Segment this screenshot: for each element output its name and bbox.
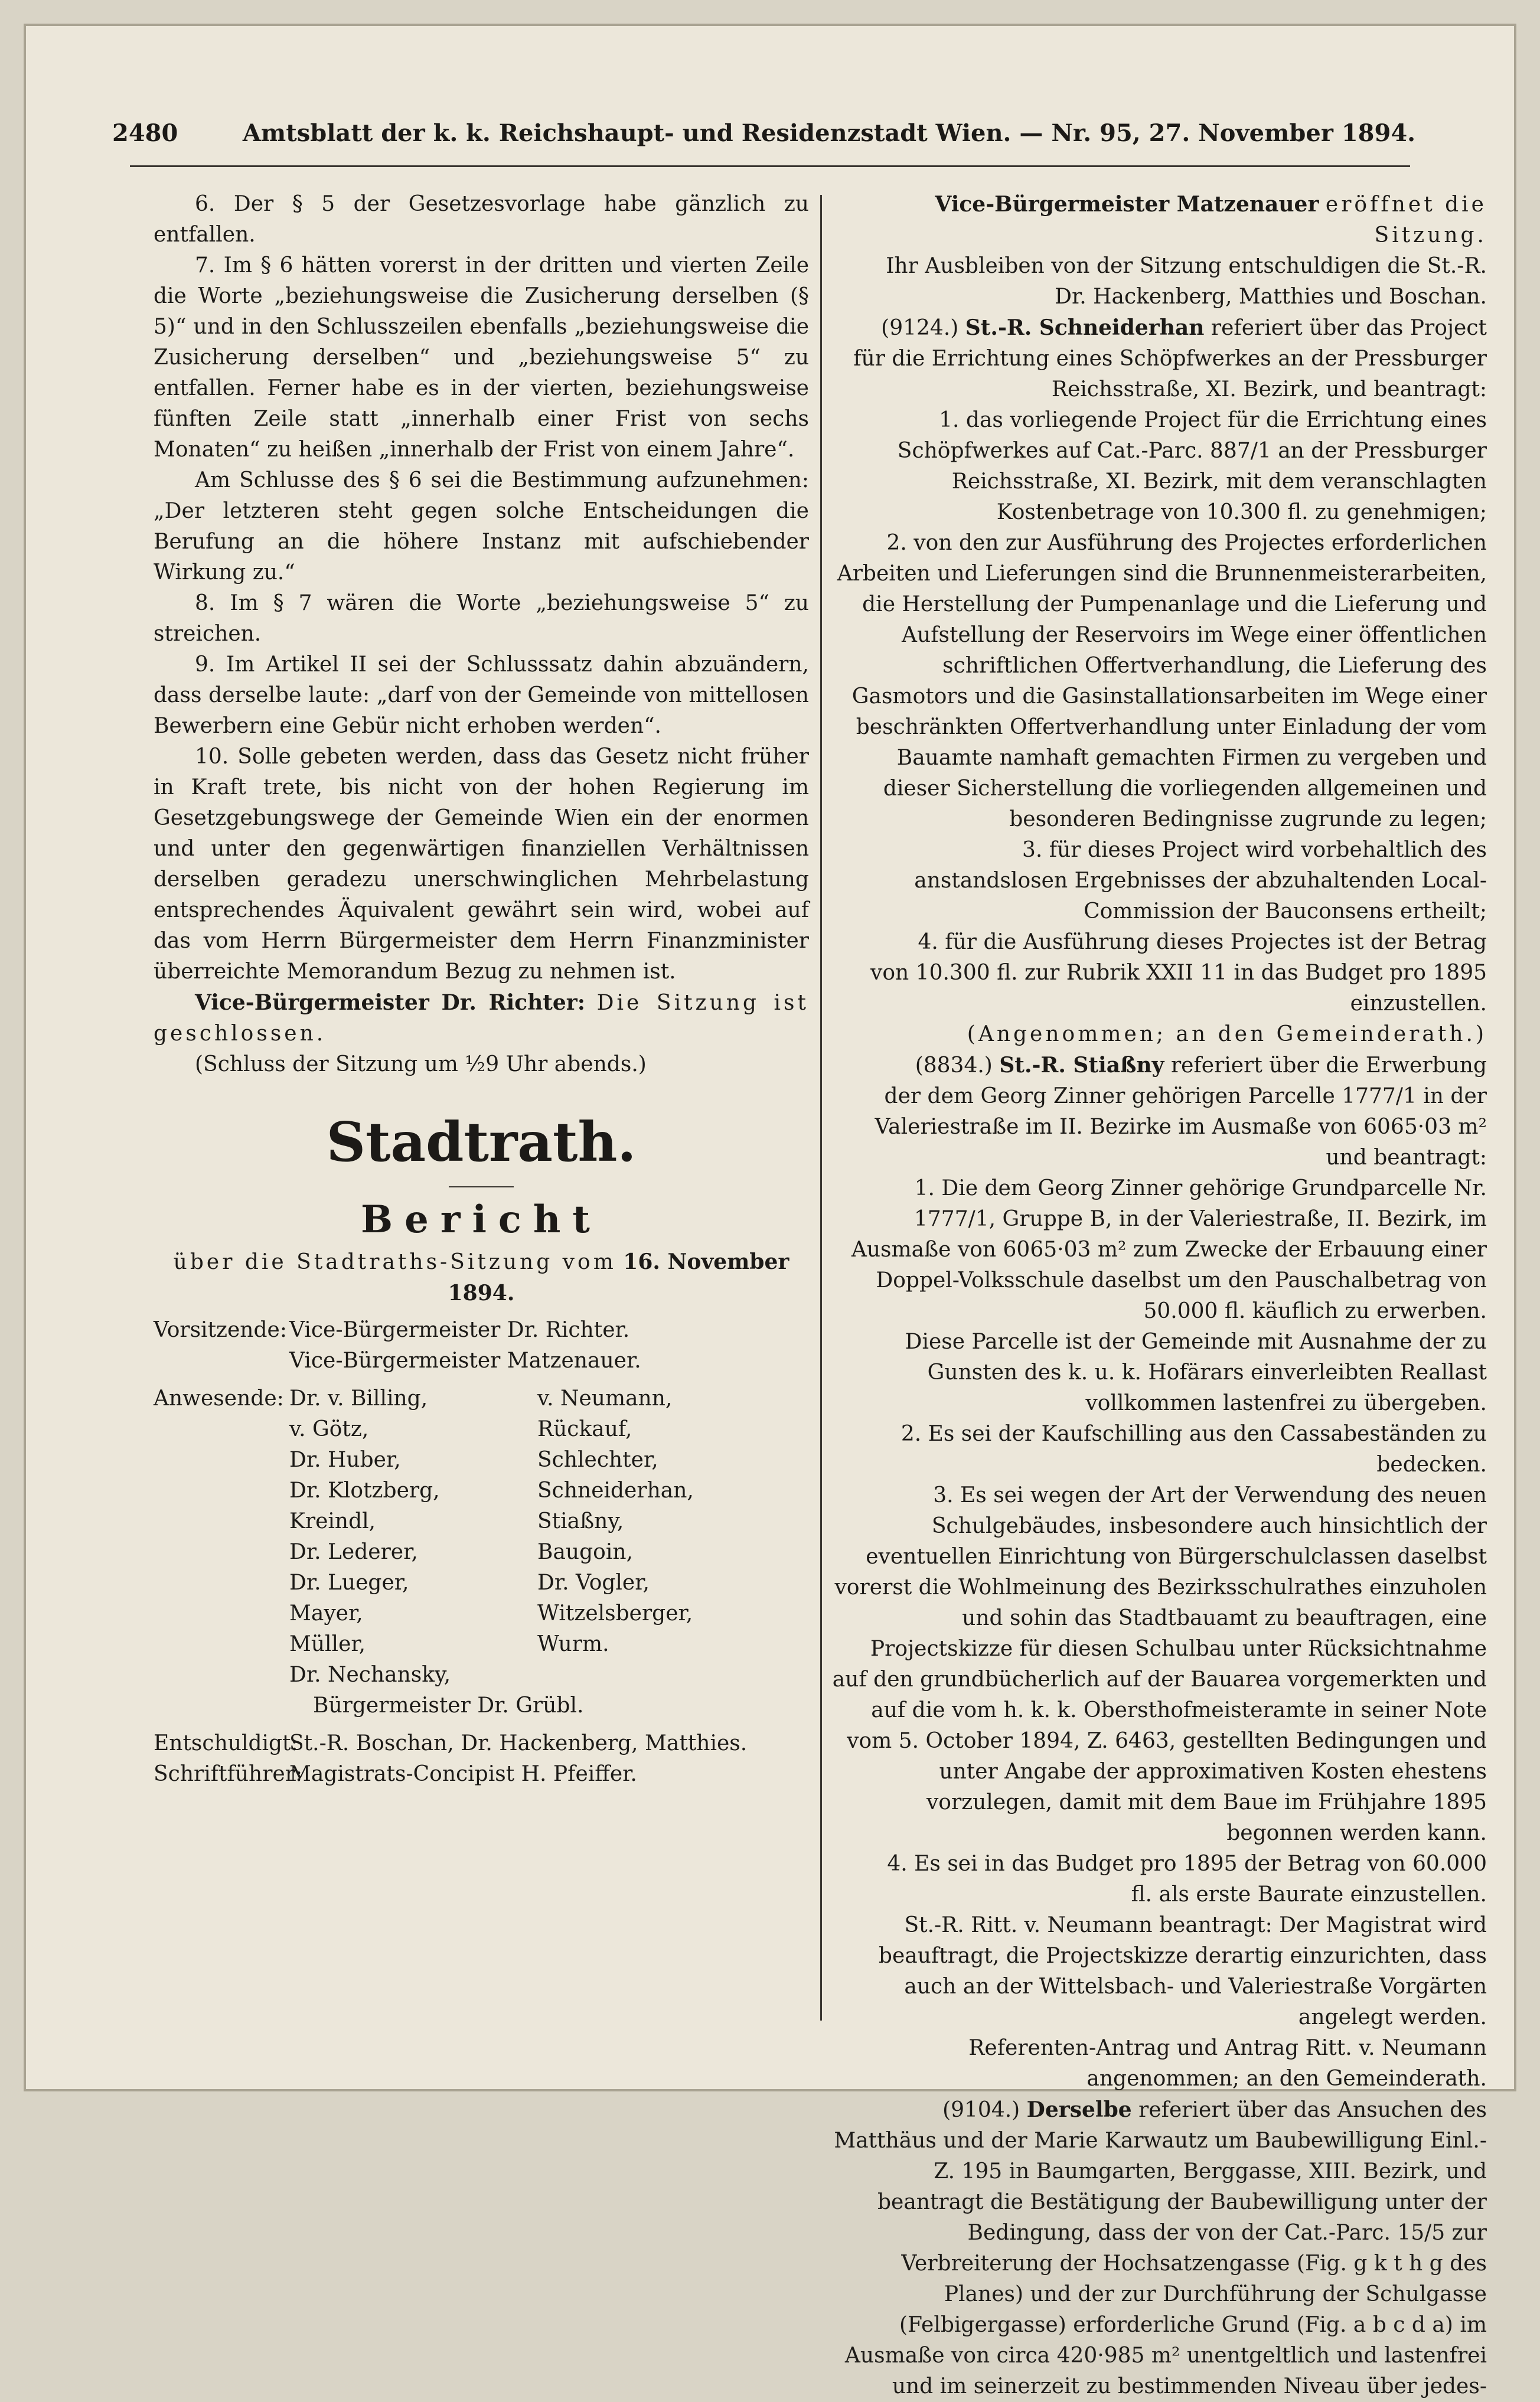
- present-row: [154, 1598, 809, 1629]
- chair-row: [154, 1346, 809, 1376]
- speaker-name: St.-R. Schneiderhan: [965, 315, 1205, 340]
- present-name: Baugoin,: [537, 1540, 633, 1564]
- item-result: Referenten-Antrag und Antrag Ritt. v. Neumann angenommen; an den Gemeinderath.: [968, 2036, 1487, 2091]
- present-row: [154, 1629, 809, 1660]
- excused-row: [154, 1728, 809, 1759]
- chair-name: Vice-Bürgermeister Matzenauer.: [289, 1349, 641, 1373]
- speaker-name: Derselbe: [1026, 2097, 1132, 2122]
- paragraph: 4. Es sei in das Budget pro 1895 der Betrag von 60.000 fl. als erste Baurate einzustellen.: [887, 1852, 1487, 1907]
- present-name: Dr. Lueger,: [289, 1571, 409, 1595]
- header-rule: [130, 165, 1410, 167]
- present-name: Dr. Lederer,: [289, 1540, 418, 1564]
- present-row: [154, 1660, 809, 1690]
- speaker-name: Vice-Bürgermeister Matzenauer: [935, 192, 1319, 217]
- speaker-name: Vice-Bürgermeister Dr. Richter:: [195, 990, 586, 1015]
- present-name: Dr. Vogler,: [537, 1571, 650, 1595]
- present-name: v. Götz,: [289, 1417, 369, 1441]
- present-name: Mayer,: [289, 1601, 363, 1626]
- paragraph: 4. für die Ausführung dieses Projectes ist der Betrag von 10.300 fl. zur Rubrik XXII 11 in das Budget pro 1895 einzustellen.: [870, 930, 1487, 1016]
- mayor-name: Bürgermeister Dr. Grübl.: [313, 1693, 584, 1718]
- secretary-name: Magistrats-Concipist H. Pfeiffer.: [289, 1762, 637, 1786]
- report-date: 16. November 1894.: [448, 1249, 789, 1306]
- speaker-name: St.-R. Stiaßny: [999, 1053, 1164, 1078]
- present-name: Schneiderhan,: [537, 1479, 694, 1503]
- closing-time: (Schluss der Sitzung um ½9 Uhr abends.): [195, 1052, 647, 1076]
- secretary-label: Schriftführer:: [154, 1762, 303, 1786]
- closing-statement: [154, 987, 809, 1049]
- present-name: Dr. Klotzberg,: [289, 1479, 440, 1503]
- paragraph: Am Schlusse des § 6 sei die Bestimmung aufzunehmen: „Der letzteren steht gegen solche Entscheidungen die Berufung an die höhere Instanz mit aufschiebender Wirkung zu.“: [154, 468, 809, 585]
- report-subtitle-prefix: über die Stadtraths-Sitzung vom: [173, 1250, 616, 1274]
- paragraph: 3. Es sei wegen der Art der Verwendung des neuen Schulgebäudes, insbesondere auch hinsichtlich der eventuellen Einrichtung von Bürgerschulclassen daselbst vorerst die Wohlmeinung des Bezirksschulrathes einzuholen und sohin das Stadtbauamt zu beauftragen, eine Projectskizze für diesen Schulbau unter Rücksichtnahme auf den grundbücherlich auf der Bauarea vorgemerkten und auf die vom h. k. k. Obersthofmeisteramte in seiner Note vom 5. October 1894, Z. 6463, gestellten Bedingungen und unter Angabe der approximativen Kosten ehestens vorzulegen, damit mit dem Baue im Frühjahre 1895 begonnen werden kann.: [832, 1483, 1487, 1845]
- opening-statement: [831, 189, 1487, 251]
- paragraph: 2. von den zur Ausführung des Projectes erforderlichen Arbeiten und Lieferungen sind die Brunnenmeisterarbeiten, die Herstellung der Pumpenanlage und die Lieferung und Aufstellung der Reservoirs im Wege einer öffentlichen schriftlichen Offertverhandlung, die Lieferung des Gasmotors und die Gasinstallationsarbeiten im Wege einer beschränkten Offertverhandlung unter Einladung der vom Bauamte namhaft gemachten Firmen zu vergeben und dieser Sicherstellung die vorliegenden allgemeinen und besonderen Bedingnisse zugrunde zu legen;: [837, 531, 1487, 831]
- present-name: Rückauf,: [537, 1417, 632, 1441]
- item-text: referiert über das Ansuchen des Matthäus und der Marie Karwautz um Baubewilligung Einl.-Z. 195 in Baumgarten, Berggasse, XIII. Bezirk, und beantragt die Bestätigung der Baubewilligung unter der Bedingung, dass der von der Cat.-Parc. 15/5 zur Verbreiterung der Hochsatzengasse (Fig. g k t h g des Planes) und der zur Durchführung der Schulgasse (Felbigergasse) erforderliche Grund (Fig. a b c d a) im Ausmaße von circa 420·985 m² unentgeltlich und lastenfrei und im seinerzeit zu bestimmenden Niveau über jedes-: [834, 2098, 1487, 2398]
- newspaper-page: [24, 24, 1516, 2398]
- paragraph: 8. Im § 7 wären die Worte „beziehungsweise 5“ zu streichen.: [154, 591, 809, 646]
- present-row: [154, 1414, 809, 1445]
- present-row: [154, 1445, 809, 1476]
- agenda-item: [831, 312, 1487, 405]
- paragraph: 1. das vorliegende Project für die Errichtung eines Schöpfwerkes auf Cat.-Parc. 887/1 an der Pressburger Reichsstraße, XI. Bezirk, mit dem veranschlagten Kostenbetrage von 10.300 fl. zu genehmigen;: [897, 408, 1487, 524]
- paragraph: 9. Im Artikel II sei der Schlusssatz dahin abzuändern, dass derselbe laute: „darf von der Gemeinde von mittellosen Bewerbern eine Gebür nicht erhoben werden“.: [154, 652, 809, 738]
- section-title: Stadtrath.: [326, 1110, 637, 1174]
- page-number: 2480: [112, 119, 178, 147]
- column-divider: [820, 195, 822, 2021]
- present-name: v. Neumann,: [537, 1386, 673, 1411]
- report-title: Bericht: [361, 1197, 602, 1242]
- mayor-row: [154, 1690, 809, 1721]
- paragraph: 2. Es sei der Kaufschilling aus den Cassabeständen zu bedecken.: [900, 1422, 1487, 1477]
- chair-name: Vice-Bürgermeister Dr. Richter.: [289, 1318, 630, 1342]
- paragraph: 3. für dieses Project wird vorbehaltlich des anstandslosen Ergebnisses der abzuhaltenden Local-Commission der Bauconsens ertheilt;: [914, 838, 1487, 923]
- item-intro: referiert über das Project für die Errichtung eines Schöpfwerkes an der Pressburger Reichsstraße, XI. Bezirk, und beantragt:: [853, 316, 1487, 402]
- agenda-item: [831, 2094, 1487, 2402]
- right-column: [831, 189, 1487, 2398]
- present-name: Witzelsberger,: [537, 1601, 693, 1626]
- present-row: [154, 1537, 809, 1568]
- paragraph: 7. Im § 6 hätten vorerst in der dritten und vierten Zeile die Worte „beziehungsweise die Zusicherung derselben (§ 5)“ und in den Schlusszeilen ebenfalls „beziehungsweise die Zusicherung derselben“ und „beziehungsweise 5“ zu entfallen. Ferner habe es in der vierten, beziehungsweise fünften Zeile statt „innerhalb einer Frist von sechs Monaten“ zu heißen „innerhalb der Frist von einem Jahre“.: [154, 253, 809, 462]
- item-number: (9124.): [881, 316, 959, 340]
- present-row: [154, 1506, 809, 1537]
- item-result: (Angenommen; an den Gemeinderath.): [967, 1022, 1487, 1046]
- title-rule: [449, 1186, 514, 1187]
- present-name: Schlechter,: [537, 1448, 658, 1472]
- present-row: [154, 1568, 809, 1598]
- chair-row: [154, 1315, 809, 1346]
- present-name: Kreindl,: [289, 1509, 376, 1533]
- opening-text: eröffnet die Sitzung.: [1325, 192, 1487, 247]
- present-label: Anwesende:: [154, 1386, 284, 1411]
- item-number: (8834.): [915, 1053, 993, 1078]
- gazette-title: Amtsblatt der k. k. Reichshaupt- und Residenzstadt Wien. — Nr. 95, 27. November 1894.: [242, 119, 1416, 147]
- paragraph: 1. Die dem Georg Zinner gehörige Grundparcelle Nr. 1777/1, Gruppe B, in der Valeriestraße, II. Bezirk, im Ausmaße von 6065·03 m² zum Zwecke der Erbauung einer Doppel-Volksschule daselbst um den Pauschalbetrag von 50.000 fl. käuflich zu erwerben.: [851, 1176, 1487, 1323]
- present-row: [154, 1476, 809, 1506]
- page-header: [112, 112, 1428, 154]
- excused-names: St.-R. Boschan, Dr. Hackenberg, Matthies.: [289, 1731, 748, 1755]
- item-number: (9104.): [942, 2098, 1020, 2122]
- excused-label: Entschuldigt:: [154, 1731, 298, 1755]
- present-name: Dr. Huber,: [289, 1448, 401, 1472]
- attendance-roster: [154, 1315, 809, 1790]
- paragraph: Diese Parcelle ist der Gemeinde mit Ausnahme der zu Gunsten des k. u. k. Hofärars einverleibten Reallast vollkommen lastenfrei zu übergeben.: [905, 1330, 1487, 1415]
- present-name: Wurm.: [537, 1632, 609, 1656]
- chair-label: Vorsitzende:: [154, 1318, 287, 1342]
- present-name: Dr. Nechansky,: [289, 1663, 451, 1687]
- present-row: [154, 1383, 809, 1414]
- report-subtitle: [154, 1246, 809, 1309]
- present-name: Müller,: [289, 1632, 366, 1656]
- agenda-item: [831, 1050, 1487, 1173]
- secretary-row: [154, 1759, 809, 1790]
- paragraph: 6. Der § 5 der Gesetzesvorlage habe gänzlich zu entfallen.: [154, 192, 809, 247]
- paragraph: 10. Solle gebeten werden, dass das Gesetz nicht früher in Kraft trete, bis nicht von der hohen Regierung im Gesetzgebungswege der Gemeinde Wien ein der enormen und unter den gegenwärtigen finanziellen Verhältnissen derselben geradezu unerschwinglichen Mehrbelastung entsprechendes Äquivalent gewährt sein wird, wobei auf das vom Herrn Bürgermeister dem Herrn Finanzminister überreichte Memorandum Bezug zu nehmen ist.: [154, 745, 809, 984]
- paragraph: Ihr Ausbleiben von der Sitzung entschuldigen die St.-R. Dr. Hackenberg, Matthies und Boschan.: [886, 254, 1487, 309]
- left-column: [154, 189, 809, 2026]
- item-intro: referiert über die Erwerbung der dem Georg Zinner gehörigen Parcelle 1777/1 in der Valeriestraße im II. Bezirke im Ausmaße von 6065·03 m² und beantragt:: [875, 1053, 1487, 1170]
- paragraph: St.-R. Ritt. v. Neumann beantragt: Der Magistrat wird beauftragt, die Projectskizze derartig einzurichten, dass auch an der Wittelsbach- und Valeriestraße Vorgärten angelegt werden.: [878, 1913, 1487, 2029]
- present-name: Stiaßny,: [537, 1509, 624, 1533]
- closing-text: Die Sitzung ist geschlossen.: [154, 991, 809, 1046]
- present-name: Dr. v. Billing,: [289, 1386, 428, 1411]
